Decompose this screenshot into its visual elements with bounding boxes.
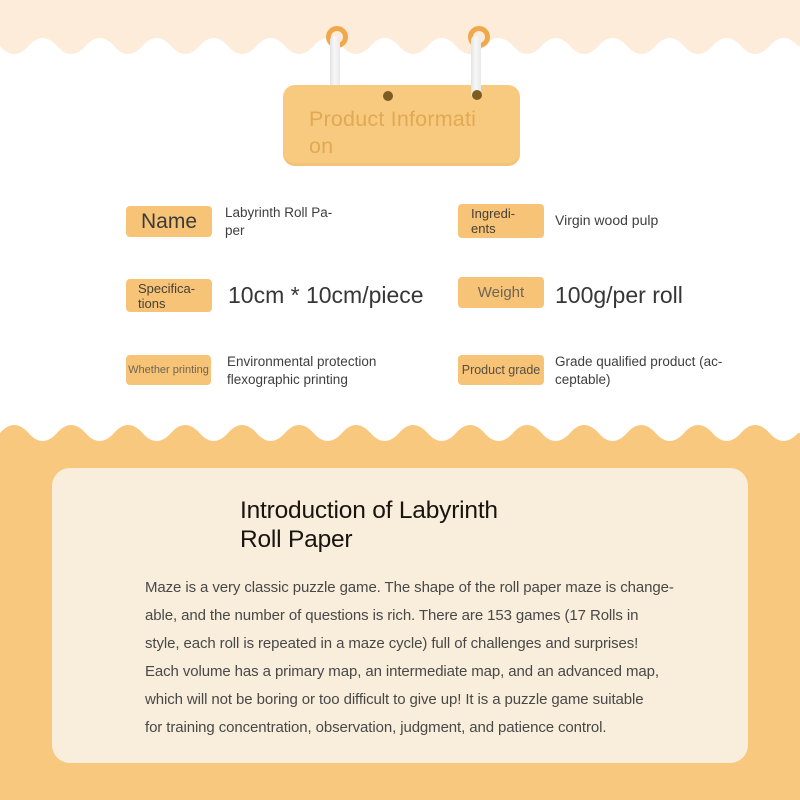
intro-title-line: Roll Paper <box>240 526 353 553</box>
spec-label-text: Ingredi- <box>471 206 516 221</box>
paragraph-line: style, each roll is repeated in a maze cycle) full of challenges and surprises! <box>145 635 639 652</box>
bottom-wave-edge <box>0 418 800 448</box>
paragraph-line: for training concentration, observation, judgment, and patience control. <box>145 719 607 736</box>
spec-label-text: Name <box>140 209 198 233</box>
sign-hole-icon <box>472 90 482 100</box>
spec-label-weight <box>458 277 544 308</box>
intro-section <box>0 418 800 800</box>
ribbon-right <box>471 36 481 98</box>
spec-label-text: Specifica- <box>138 281 196 296</box>
spec-value-weight <box>555 282 683 309</box>
spec-value-line: ceptable) <box>555 372 611 387</box>
spec-value-line: 100g/per roll <box>555 282 683 308</box>
paragraph-line: Maze is a very classic puzzle game. The shape of the roll paper maze is change- <box>145 579 674 596</box>
spec-value-name <box>225 204 332 239</box>
sign-title-line: Product Informati <box>309 107 477 131</box>
intro-paragraph-2 <box>145 658 659 742</box>
spec-label-text: tions <box>138 296 166 311</box>
spec-label-text: Weight <box>477 284 525 301</box>
spec-label-text: Product grade <box>461 363 541 377</box>
intro-title <box>240 496 498 554</box>
top-wave-band <box>0 0 800 62</box>
spec-value-line: Labyrinth Roll Pa- <box>225 205 333 220</box>
spec-value-specifications <box>228 282 424 309</box>
intro-card <box>52 468 748 763</box>
spec-label-ingredients <box>458 204 544 238</box>
spec-label-whether-printing <box>126 355 211 385</box>
spec-label-name <box>126 206 212 237</box>
spec-value-line: Grade qualified product (ac- <box>555 354 723 369</box>
paragraph-line: Each volume has a primary map, an intermediate map, and an advanced map, <box>145 663 659 680</box>
spec-label-text: Whether printing <box>128 364 209 376</box>
spec-value-line: Virgin wood pulp <box>555 212 659 228</box>
spec-value-line: per <box>225 222 245 238</box>
paragraph-line: able, and the number of questions is rich. There are 153 games (17 Rolls in <box>145 607 639 624</box>
spec-value-ingredients <box>555 212 658 228</box>
spec-value-product-grade <box>555 353 722 389</box>
sign-title <box>309 106 519 160</box>
intro-title-line: Introduction of Labyrinth <box>240 497 498 524</box>
spec-value-line: Environmental protection <box>227 354 377 369</box>
paragraph-line: which will not be boring or too difficult to give up! It is a puzzle game suitable <box>145 691 644 708</box>
spec-value-line: flexographic printing <box>227 372 348 387</box>
spec-label-text: ents <box>471 221 496 236</box>
spec-label-product-grade <box>458 355 544 385</box>
sign-title-line: on <box>309 134 334 158</box>
spec-label-specifications <box>126 279 212 312</box>
spec-value-line: 10cm * 10cm/piece <box>228 282 424 308</box>
intro-paragraph-1 <box>145 574 674 658</box>
sign-hole-icon <box>383 91 393 101</box>
spec-value-whether-printing <box>227 353 376 389</box>
